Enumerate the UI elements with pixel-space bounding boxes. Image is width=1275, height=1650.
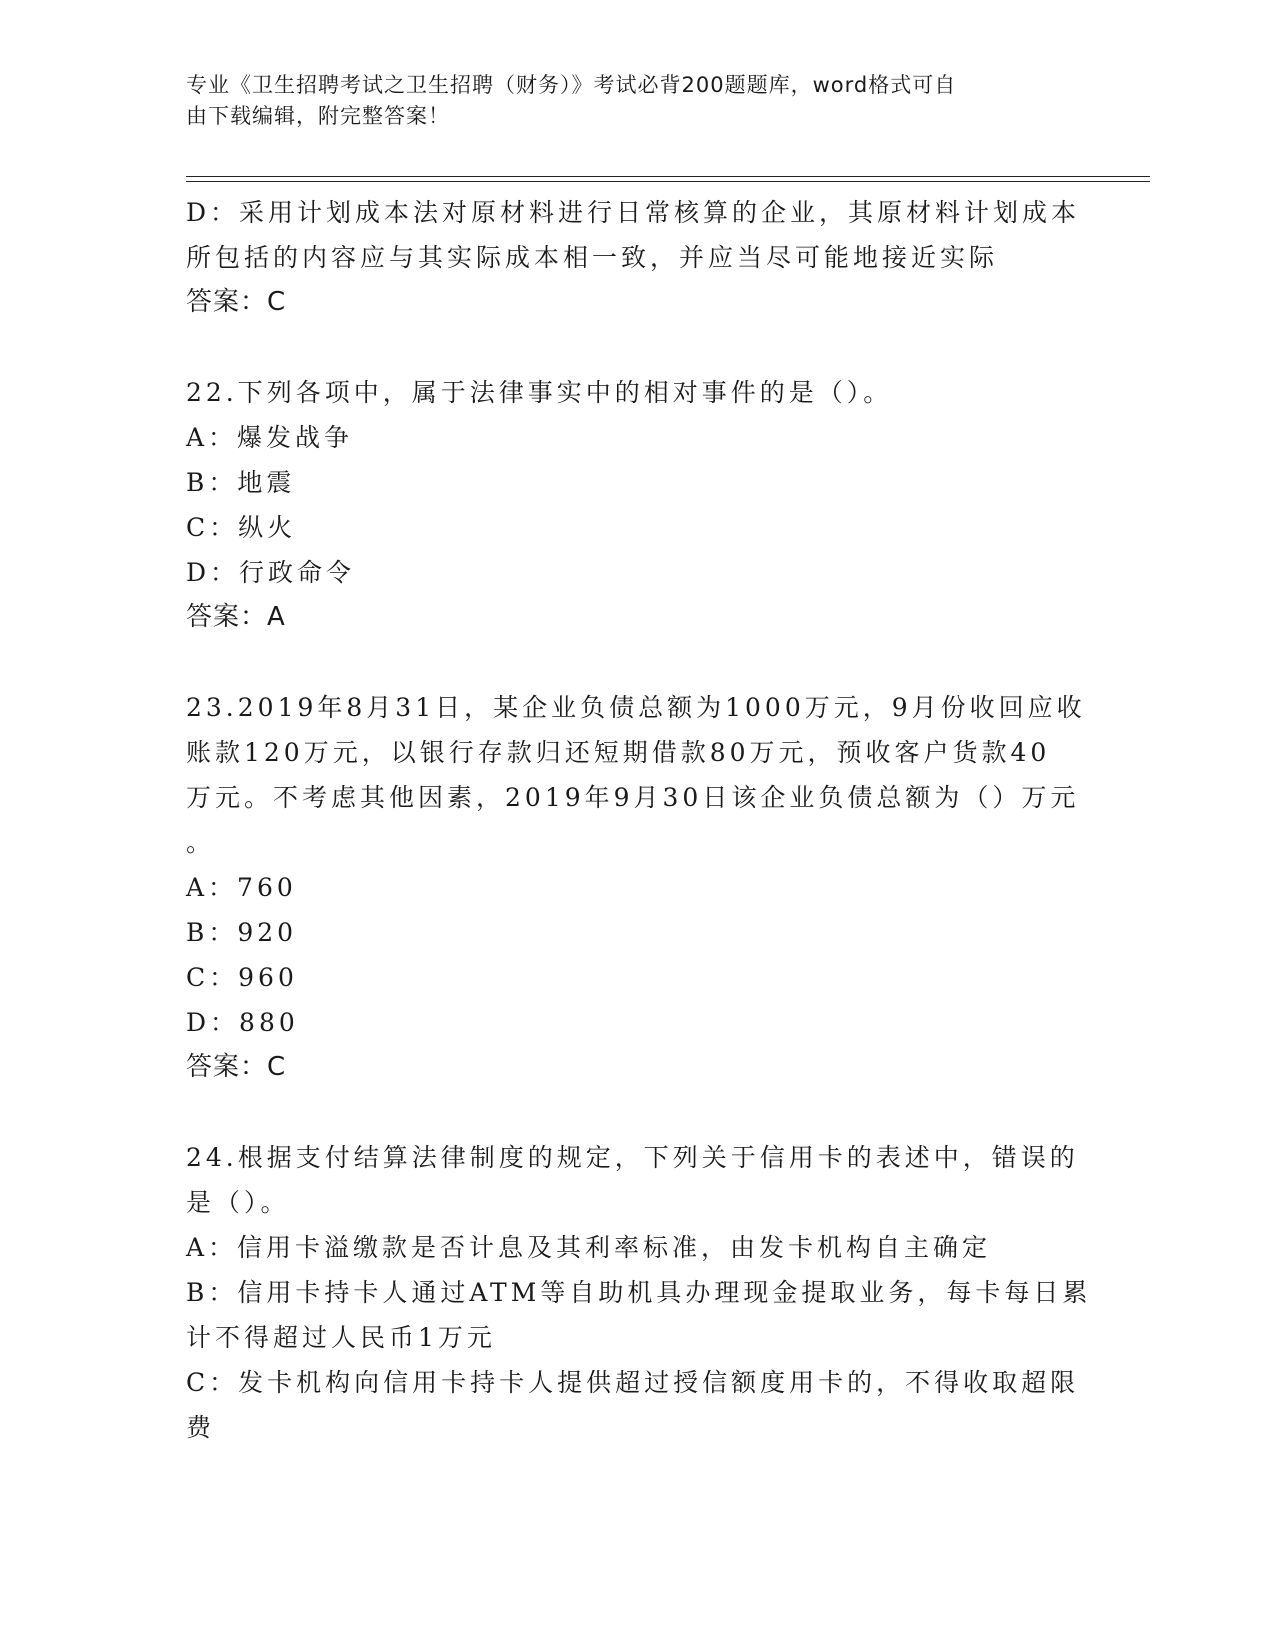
answer-line: 答案：C — [186, 287, 287, 317]
question-stem-line: 账款120万元，以银行存款归还短期借款80万元，预收客户货款40 — [186, 738, 1051, 767]
option-c: C：960 — [186, 963, 298, 992]
option-line: 费 — [186, 1413, 216, 1442]
option-line: 所包括的内容应与其实际成本相一致，并应当尽可能地接近实际 — [186, 243, 999, 272]
question-stem-line: 23.2019年8月31日，某企业负债总额为1000万元，9月份收回应收 — [186, 693, 1086, 722]
spacer — [186, 1090, 1086, 1135]
option-c: C：纵火 — [186, 513, 297, 542]
option-line: D：采用计划成本法对原材料进行日常核算的企业，其原材料计划成本 — [186, 198, 1081, 227]
option-line: C：发卡机构向信用卡持卡人提供超过授信额度用卡的，不得收取超限 — [186, 1368, 1080, 1397]
option-line: 计不得超过人民币1万元 — [186, 1323, 496, 1352]
question-stem: 22.下列各项中，属于法律事实中的相对事件的是（）。 — [186, 378, 893, 407]
option-d: D：行政命令 — [186, 558, 356, 587]
header-rule-top — [186, 176, 1150, 177]
option-a: A：760 — [186, 873, 297, 902]
option-b: B：地震 — [186, 468, 296, 497]
spacer — [186, 325, 1086, 370]
question-stem-line: 24.根据支付结算法律制度的规定，下列关于信用卡的表述中，错误的 — [186, 1143, 1079, 1172]
question-21-tail — [186, 190, 1086, 325]
option-a: A：爆发战争 — [186, 423, 354, 452]
option-line: A：信用卡溢缴款是否计息及其利率标准，由发卡机构自主确定 — [186, 1233, 992, 1262]
header-line-1: 专业《卫生招聘考试之卫生招聘（财务）》考试必背200题题库，word格式可自 — [186, 73, 957, 97]
question-22 — [186, 370, 1086, 640]
document-header — [186, 70, 1066, 132]
option-line: B：信用卡持卡人通过ATM等自助机具办理现金提取业务，每卡每日累 — [186, 1278, 1092, 1307]
option-b: B：920 — [186, 918, 298, 947]
question-24 — [186, 1135, 1092, 1450]
header-rule-bottom — [186, 181, 1150, 182]
answer-line: 答案：C — [186, 1052, 287, 1082]
answer-line: 答案：A — [186, 602, 286, 632]
question-stem-line: 是（）。 — [186, 1188, 290, 1217]
spacer — [186, 640, 1086, 685]
question-stem-line: 。 — [186, 828, 216, 857]
option-d: D：880 — [186, 1008, 299, 1037]
question-23 — [186, 685, 1086, 1090]
question-content — [186, 190, 1092, 1450]
header-line-2: 由下载编辑，附完整答案！ — [186, 104, 450, 128]
question-stem-line: 万元。不考虑其他因素，2019年9月30日该企业负债总额为（）万元 — [186, 783, 1080, 812]
